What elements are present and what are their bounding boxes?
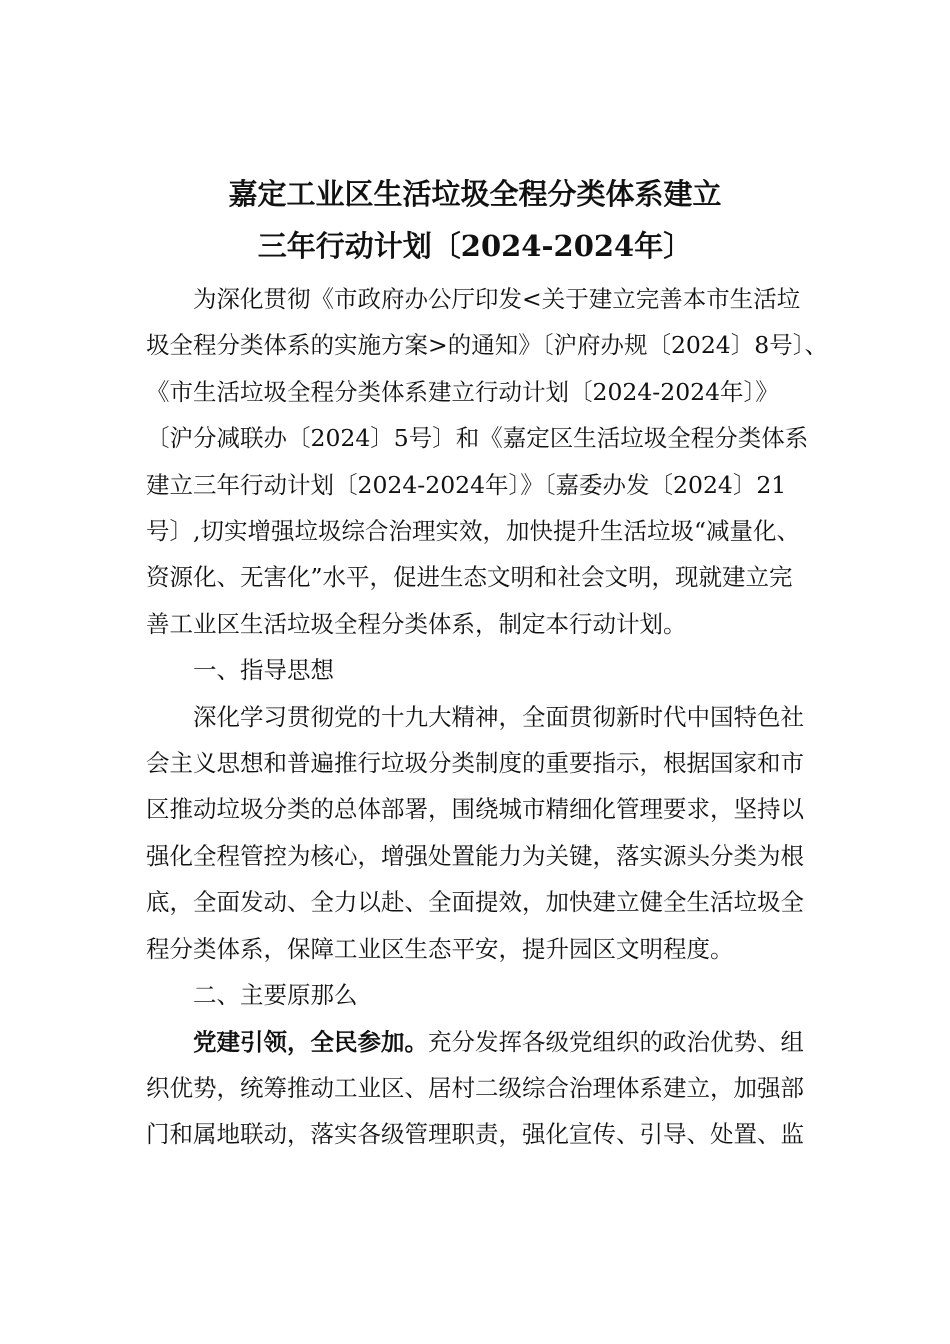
principle-lead: 党建引领，全民参加。: [193, 1027, 428, 1056]
intro-line: 〔沪分减联办〔2024〕5号〕和《嘉定区生活垃圾全程分类体系: [146, 424, 809, 453]
intro-line: 建立三年行动计划〔2024-2024年〕》〔嘉委办发〔2024〕21: [146, 470, 787, 499]
document-body: [146, 276, 836, 1158]
intro-line: 《市生活垃圾全程分类体系建立行动计划〔2024-2024年〕》: [146, 377, 779, 406]
document-title-line-1: 嘉定工业区生活垃圾全程分类体系建立: [228, 177, 722, 211]
principle-first-line: [146, 1019, 836, 1065]
paragraph-line: 深化学习贯彻党的十九大精神，全面贯彻新时代中国特色社: [193, 702, 804, 731]
intro-line: 为深化贯彻《市政府办公厅印发<关于建立完善本市生活垃: [193, 285, 801, 313]
section-heading-guiding-thought: 一、指导思想: [193, 656, 334, 685]
guiding-thought-paragraph: [146, 694, 836, 972]
principle-paragraph: [146, 1019, 836, 1158]
document-title-line-2: 三年行动计划〔2024-2024年〕: [257, 229, 693, 263]
intro-line: 号〕,切实增强垃圾综合治理实效，加快提升生活垃圾“减量化、: [146, 517, 800, 546]
paragraph-line: 底，全面发动、全力以赴、全面提效，加快建立健全生活垃圾全: [146, 888, 804, 917]
intro-line: 圾全程分类体系的实施方案>的通知》〔沪府办规〔2024〕8号〕、: [146, 331, 828, 360]
intro-line: 资源化、无害化”水平，促进生态文明和社会文明，现就建立完: [146, 563, 793, 592]
paragraph-line: 会主义思想和普遍推行垃圾分类制度的重要指示，根据国家和市: [146, 749, 804, 778]
paragraph-line: 织优势，统筹推动工业区、居村二级综合治理体系建立，加强部: [146, 1073, 804, 1102]
paragraph-line: 程分类体系，保障工业区生态平安，提升园区文明程度。: [146, 934, 734, 963]
intro-paragraph: [146, 276, 836, 647]
section-heading-main-principles: 二、主要原那么: [193, 981, 358, 1010]
paragraph-line: 强化全程管控为核心，增强处置能力为关键，落实源头分类为根: [146, 841, 804, 870]
principle-first-line-text: 充分发挥各级党组织的政治优势、组: [428, 1027, 804, 1056]
paragraph-line: 区推动垃圾分类的总体部署，围绕城市精细化管理要求，坚持以: [146, 795, 804, 824]
paragraph-line: 门和属地联动，落实各级管理职责，强化宣传、引导、处置、监: [146, 1120, 804, 1149]
intro-line: 善工业区生活垃圾全程分类体系，制定本行动计划。: [146, 609, 687, 638]
